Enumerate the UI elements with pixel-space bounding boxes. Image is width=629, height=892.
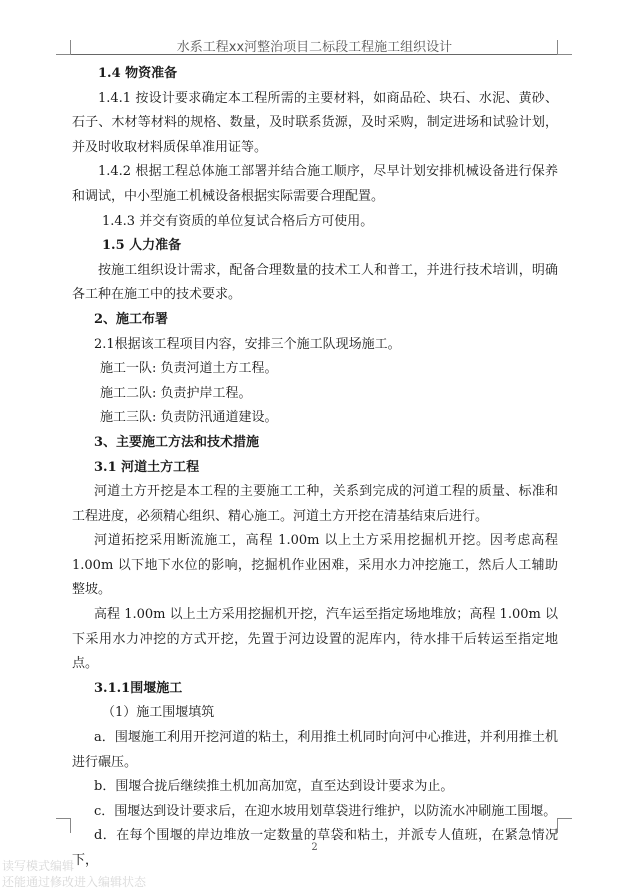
page-header-title: 水系工程xx河整治项目二标段工程施工组织设计	[176, 40, 453, 55]
crop-mark-bottom-left	[56, 818, 71, 833]
paragraph-3-1-b: 河道拓挖采用断流施工，高程 1.00m 以上土方采用挖掘机开挖。因考虑高程 1.00m 以下地下水位的影响，挖掘机作业困难，采用水力冲挖施工，然后人工辅助整坡。	[72, 533, 558, 598]
paragraph-3-1-c: 高程 1.00m 以上土方采用挖掘机开挖，汽车运至指定场地堆放；高程 1.00m 以下采用水力冲挖的方式开挖，先置于河边设置的泥库内，待水排干后转运至指定地点。	[72, 607, 558, 672]
section-heading-1-5: 1.5 人力准备	[102, 238, 182, 254]
paragraph-b: b．围堰合拢后继续推土机加高加宽，直至达到设计要求为止。	[94, 779, 454, 795]
team-2-item: 施工二队: 负责护岸工程。	[100, 385, 252, 401]
paragraph-a: a．围堰施工利用开挖河道的粘土，利用推土机同时向河中心推进，并利用推土机进行碾压。	[72, 730, 558, 770]
team-3-item: 施工三队: 负责防汛通道建设。	[100, 410, 278, 426]
sub-heading-1: （1）施工围堰填筑	[102, 705, 215, 721]
paragraph-3-1-a: 河道土方开挖是本工程的主要施工工种，关系到完成的河道工程的质量、标准和工程进度，必须精心组织、精心施工。河道土方开挖在清基结束后进行。	[72, 484, 558, 524]
status-overlay	[0, 858, 202, 892]
section-heading-3-1-1: 3.1.1围堰施工	[94, 680, 183, 696]
section-heading-3-1: 3.1 河道土方工程	[94, 459, 200, 475]
header-rule	[70, 54, 560, 55]
crop-mark-bottom-right	[557, 818, 572, 833]
crop-mark-top-right	[557, 40, 572, 55]
paragraph-1-4-3: 1.4.3 并交有资质的单位复试合格后方可使用。	[102, 213, 374, 229]
paragraph-1-5: 按施工组织设计需求，配备合理数量的技术工人和普工，并进行技术培训，明确各工种在施工中的技术要求。	[72, 262, 558, 303]
paragraph-2-1: 2.1根据该工程项目内容，安排三个施工队现场施工。	[94, 336, 401, 352]
status-line-1: 读写模式编辑	[2, 859, 75, 873]
paragraph-d: d．在每个围堰的岸边堆放一定数量的草袋和粘土，并派专人值班，在紧急情况下，	[72, 828, 558, 868]
paragraph-c: c．围堰达到设计要求后，在迎水坡用划草袋进行维护，以防流水冲刷施工围堰。	[94, 803, 557, 819]
document-body	[72, 62, 558, 874]
crop-mark-top-left	[56, 40, 71, 55]
page-number: 2	[311, 842, 318, 853]
paragraph-1-4-1: 1.4.1 按设计要求确定本工程所需的主要材料，如商品砼、块石、水泥、黄砂、石子、木材等材料的规格、数量，及时联系货源，及时采购，制定进场和试验计划，并及时收取材料质保单准用证等。	[72, 90, 558, 155]
status-line-2: 还能通过修改进入编辑状态	[2, 875, 147, 889]
section-heading-3: 3、主要施工方法和技术措施	[94, 434, 260, 450]
section-heading-1-4: 1.4 物资准备	[98, 66, 178, 81]
paragraph-1-4-2: 1.4.2 根据工程总体施工部署并结合施工顺序，尽早计划安排机械设备进行保养和调试，中小型施工机械设备根据实际需要合理配置。	[72, 164, 558, 204]
team-1-item: 施工一队: 负责河道土方工程。	[100, 361, 278, 377]
section-heading-2: 2、施工布署	[94, 311, 169, 327]
